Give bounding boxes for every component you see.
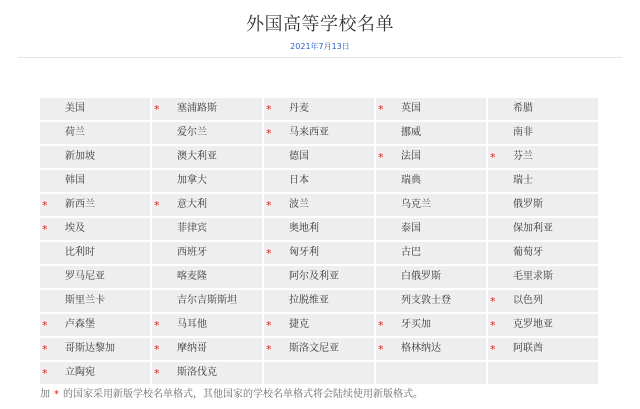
star-icon: *	[154, 367, 160, 380]
country-cell[interactable]	[264, 194, 374, 216]
country-name: 乌克兰	[401, 199, 431, 210]
country-cell[interactable]	[488, 194, 598, 216]
country-name: 立陶宛	[65, 367, 95, 378]
country-cell[interactable]	[264, 122, 374, 144]
country-name: 塞浦路斯	[177, 103, 217, 114]
country-name: 意大利	[177, 199, 207, 210]
star-icon: *	[266, 247, 272, 260]
star-icon: *	[54, 389, 59, 400]
star-icon: *	[266, 127, 272, 140]
country-cell[interactable]	[152, 242, 262, 264]
country-name: 马来西亚	[289, 127, 329, 138]
country-cell[interactable]	[40, 266, 150, 288]
footer-text: 的国家采用新版学校名单格式，其他国家的学校名单格式将会陆续使用新版格式。	[63, 389, 423, 400]
country-cell[interactable]	[488, 170, 598, 192]
country-cell[interactable]	[264, 338, 374, 360]
country-cell[interactable]	[152, 290, 262, 312]
country-cell[interactable]	[376, 242, 486, 264]
country-cell[interactable]	[376, 98, 486, 120]
country-name: 斯洛文尼亚	[289, 343, 339, 354]
star-icon: *	[490, 295, 496, 308]
country-cell[interactable]	[264, 170, 374, 192]
country-name: 匈牙利	[289, 247, 319, 258]
country-name: 吉尔吉斯斯坦	[177, 295, 237, 306]
country-cell[interactable]	[376, 122, 486, 144]
country-cell[interactable]	[264, 218, 374, 240]
country-name: 奥地利	[289, 223, 319, 234]
country-name: 白俄罗斯	[401, 271, 441, 282]
country-cell[interactable]	[264, 266, 374, 288]
country-name: 新西兰	[65, 199, 95, 210]
country-name: 加拿大	[177, 175, 207, 186]
star-icon: *	[266, 319, 272, 332]
country-cell[interactable]	[152, 266, 262, 288]
country-name: 南非	[513, 127, 533, 138]
country-cell[interactable]	[488, 242, 598, 264]
country-cell[interactable]	[152, 170, 262, 192]
country-name: 波兰	[289, 199, 309, 210]
country-cell[interactable]	[40, 122, 150, 144]
country-name: 罗马尼亚	[65, 271, 105, 282]
country-name: 斯里兰卡	[65, 295, 105, 306]
country-name: 西班牙	[177, 247, 207, 258]
country-cell	[488, 362, 598, 384]
country-cell[interactable]	[152, 146, 262, 168]
country-cell[interactable]	[40, 362, 150, 384]
country-name: 马耳他	[177, 319, 207, 330]
star-icon: *	[490, 319, 496, 332]
country-name: 法国	[401, 151, 421, 162]
country-cell[interactable]	[376, 338, 486, 360]
country-name: 比利时	[65, 247, 95, 258]
country-grid	[40, 98, 598, 384]
country-cell[interactable]	[488, 146, 598, 168]
country-name: 毛里求斯	[513, 271, 553, 282]
country-cell	[264, 362, 374, 384]
country-cell[interactable]	[488, 266, 598, 288]
country-name: 捷克	[289, 319, 309, 330]
country-name: 保加利亚	[513, 223, 553, 234]
star-icon: *	[42, 367, 48, 380]
star-icon: *	[154, 103, 160, 116]
country-cell[interactable]	[264, 146, 374, 168]
star-icon: *	[42, 223, 48, 236]
star-icon: *	[378, 319, 384, 332]
country-cell[interactable]	[40, 338, 150, 360]
country-cell[interactable]	[488, 338, 598, 360]
star-icon: *	[154, 199, 160, 212]
country-name: 卢森堡	[65, 319, 95, 330]
country-name: 瑞士	[513, 175, 533, 186]
country-cell[interactable]	[488, 218, 598, 240]
page-title: 外国高等学校名单	[246, 14, 394, 35]
country-cell[interactable]	[152, 362, 262, 384]
star-icon: *	[378, 103, 384, 116]
country-name: 英国	[401, 103, 421, 114]
publish-date: 2021年7月13日	[290, 42, 350, 51]
country-name: 德国	[289, 151, 309, 162]
country-cell[interactable]	[376, 170, 486, 192]
country-cell[interactable]	[376, 314, 486, 336]
country-name: 美国	[65, 103, 85, 114]
star-icon: *	[42, 319, 48, 332]
country-name: 芬兰	[513, 151, 533, 162]
country-name: 挪威	[401, 127, 421, 138]
country-name: 泰国	[401, 223, 421, 234]
star-icon: *	[42, 343, 48, 356]
country-name: 俄罗斯	[513, 199, 543, 210]
country-cell[interactable]	[376, 146, 486, 168]
country-name: 哥斯达黎加	[65, 343, 115, 354]
country-cell[interactable]	[152, 218, 262, 240]
country-name: 澳大利亚	[177, 151, 217, 162]
country-name: 日本	[289, 175, 309, 186]
country-name: 阿尔及利亚	[289, 271, 339, 282]
star-icon: *	[42, 199, 48, 212]
star-icon: *	[266, 343, 272, 356]
star-icon: *	[490, 343, 496, 356]
country-cell[interactable]	[40, 314, 150, 336]
country-cell[interactable]	[488, 314, 598, 336]
divider	[18, 57, 622, 58]
star-icon: *	[378, 343, 384, 356]
country-cell[interactable]	[152, 98, 262, 120]
country-cell[interactable]	[40, 170, 150, 192]
country-name: 爱尔兰	[177, 127, 207, 138]
country-cell	[376, 362, 486, 384]
country-name: 荷兰	[65, 127, 85, 138]
country-name: 牙买加	[401, 319, 431, 330]
country-cell[interactable]	[152, 122, 262, 144]
country-name: 以色列	[513, 295, 543, 306]
country-cell[interactable]	[40, 290, 150, 312]
country-cell[interactable]	[488, 122, 598, 144]
country-name: 列支敦士登	[401, 295, 451, 306]
country-name: 韩国	[65, 175, 85, 186]
country-name: 新加坡	[65, 151, 95, 162]
country-cell[interactable]	[264, 314, 374, 336]
country-name: 摩纳哥	[177, 343, 207, 354]
star-icon: *	[266, 103, 272, 116]
country-cell[interactable]	[264, 242, 374, 264]
star-icon: *	[490, 151, 496, 164]
country-cell[interactable]	[376, 290, 486, 312]
country-name: 瑞典	[401, 175, 421, 186]
star-icon: *	[266, 199, 272, 212]
country-cell[interactable]	[40, 98, 150, 120]
country-cell[interactable]	[152, 338, 262, 360]
country-cell[interactable]	[376, 218, 486, 240]
country-name: 拉脱维亚	[289, 295, 329, 306]
star-icon: *	[154, 319, 160, 332]
country-cell[interactable]	[40, 146, 150, 168]
country-cell[interactable]	[152, 314, 262, 336]
country-cell[interactable]	[264, 98, 374, 120]
country-name: 阿联酋	[513, 343, 543, 354]
country-cell[interactable]	[488, 98, 598, 120]
country-name: 葡萄牙	[513, 247, 543, 258]
country-name: 格林纳达	[401, 343, 441, 354]
country-cell[interactable]	[488, 290, 598, 312]
country-name: 丹麦	[289, 103, 309, 114]
country-cell[interactable]	[40, 242, 150, 264]
country-name: 斯洛伐克	[177, 367, 217, 378]
star-icon: *	[154, 343, 160, 356]
country-name: 希腊	[513, 103, 533, 114]
country-name: 埃及	[65, 223, 85, 234]
country-name: 菲律宾	[177, 223, 207, 234]
star-icon: *	[378, 151, 384, 164]
country-cell[interactable]	[40, 194, 150, 216]
country-cell[interactable]	[40, 218, 150, 240]
country-cell[interactable]	[376, 266, 486, 288]
country-name: 喀麦隆	[177, 271, 207, 282]
country-cell[interactable]	[152, 194, 262, 216]
country-name: 克罗地亚	[513, 319, 553, 330]
footer-note	[40, 387, 423, 403]
footer-prefix: 加	[40, 389, 50, 400]
country-cell[interactable]	[264, 290, 374, 312]
country-name: 古巴	[401, 247, 421, 258]
country-cell[interactable]	[376, 194, 486, 216]
